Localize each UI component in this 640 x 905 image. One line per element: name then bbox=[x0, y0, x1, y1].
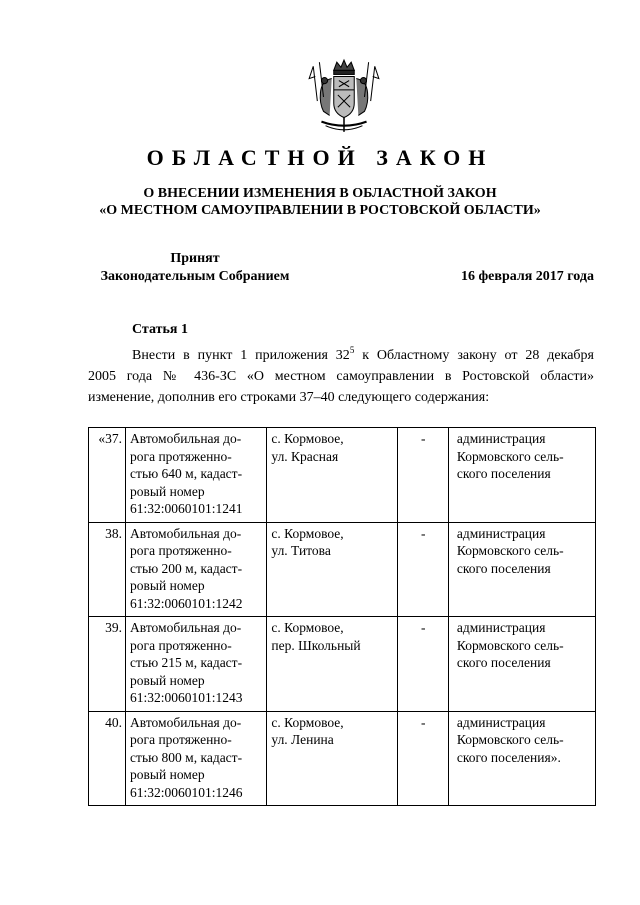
object-description-line: Автомобильная до- bbox=[130, 620, 242, 635]
owner-organization-line: Кормовского сель- bbox=[456, 732, 564, 747]
owner-organization-line: Кормовского сель- bbox=[456, 637, 564, 653]
document-subtitle-line2: «О МЕСТНОМ САМОУПРАВЛЕНИИ В РОСТОВСКОЙ ОБЛАСТИ» bbox=[99, 203, 541, 218]
article-heading: Статья 1 bbox=[132, 322, 188, 337]
owner-organization-line: администрация bbox=[456, 525, 546, 541]
object-description-line: Автомобильная до- bbox=[130, 431, 242, 446]
empty-value: - bbox=[397, 711, 448, 806]
object-description-line: рога протяженно- bbox=[130, 543, 232, 558]
object-location-line: пер. Школьный bbox=[271, 637, 361, 653]
coat-of-arms-icon bbox=[303, 56, 385, 138]
object-location bbox=[267, 522, 397, 617]
object-location-line: ул. Титова bbox=[271, 543, 331, 558]
owner-organization-line: Кормовского сель- bbox=[456, 448, 564, 464]
owner-organization-line: ского поселения bbox=[456, 560, 551, 576]
row-number: 39. bbox=[89, 617, 126, 712]
owner-organization bbox=[448, 428, 595, 523]
paragraph-text: Внести в пункт 1 приложения 32 bbox=[132, 348, 350, 363]
object-description-line: ровый номер bbox=[130, 578, 205, 593]
document-subtitle-line1: О ВНЕСЕНИИ ИЗМЕНЕНИЯ В ОБЛАСТНОЙ ЗАКОН bbox=[143, 186, 497, 201]
owner-organization-line: ского поселения». bbox=[456, 749, 561, 765]
empty-value: - bbox=[397, 428, 448, 523]
adopted-label: Принят bbox=[170, 251, 220, 266]
row-number: 38. bbox=[89, 522, 126, 617]
owner-organization bbox=[448, 522, 595, 617]
object-location-line: с. Кормовое, bbox=[271, 525, 344, 541]
object-description-line: стью 800 м, кадаст- bbox=[130, 749, 243, 765]
object-description-line: Автомобильная до- bbox=[130, 525, 242, 541]
object-description-line: ровый номер bbox=[130, 672, 205, 688]
owner-organization-line: администрация bbox=[456, 620, 546, 635]
roads-table bbox=[88, 427, 596, 806]
object-description-line: ровый номер bbox=[130, 767, 205, 782]
object-description-line: стью 200 м, кадаст- bbox=[130, 560, 243, 576]
row-number: 40. bbox=[89, 711, 126, 806]
owner-organization-line: администрация bbox=[456, 714, 546, 730]
object-location-line: с. Кормовое, bbox=[271, 431, 344, 446]
object-description-line: ровый номер bbox=[130, 483, 205, 499]
row-number: «37. bbox=[89, 428, 126, 523]
object-description-line: рога протяженно- bbox=[130, 448, 232, 464]
object-description-line: 61:32:0060101:1246 bbox=[130, 784, 243, 800]
article-paragraph bbox=[88, 345, 594, 408]
object-location bbox=[267, 711, 397, 806]
paragraph-line2: 2005 года № 436-ЗС «О местном самоуправлении в Ростовской области» bbox=[88, 369, 594, 384]
object-description bbox=[126, 522, 267, 617]
superscript: 5 bbox=[349, 345, 355, 355]
object-location-line: с. Кормовое, bbox=[271, 620, 344, 635]
object-description-line: Автомобильная до- bbox=[130, 714, 242, 730]
object-description-line: 61:32:0060101:1242 bbox=[130, 595, 243, 611]
paragraph-line3: изменение, дополнив его строками 37–40 следующего содержания: bbox=[88, 390, 490, 405]
table-row bbox=[89, 522, 596, 617]
object-description bbox=[126, 617, 267, 712]
document-title: ОБЛАСТНОЙ ЗАКОН bbox=[146, 145, 494, 170]
object-location-line: ул. Ленина bbox=[271, 732, 334, 747]
table-row bbox=[89, 711, 596, 806]
empty-value: - bbox=[397, 617, 448, 712]
object-description-line: стью 215 м, кадаст- bbox=[130, 655, 243, 670]
object-description-line: рога протяженно- bbox=[130, 637, 232, 653]
adopted-by: Законодательным Собранием bbox=[100, 269, 290, 284]
paragraph-line1 bbox=[88, 345, 594, 366]
owner-organization-line: Кормовского сель- bbox=[456, 543, 564, 558]
object-description-line: 61:32:0060101:1241 bbox=[130, 501, 243, 516]
object-description-line: рога протяженно- bbox=[130, 732, 232, 747]
object-description bbox=[126, 428, 267, 523]
object-description-line: стью 640 м, кадаст- bbox=[130, 466, 243, 481]
object-description-line: 61:32:0060101:1243 bbox=[130, 690, 243, 705]
object-description bbox=[126, 711, 267, 806]
object-location-line: с. Кормовое, bbox=[271, 714, 344, 730]
table-row bbox=[89, 617, 596, 712]
owner-organization-line: администрация bbox=[456, 431, 546, 446]
owner-organization bbox=[448, 711, 595, 806]
adoption-date: 16 февраля 2017 года bbox=[461, 269, 594, 284]
object-location-line: ул. Красная bbox=[271, 448, 339, 464]
owner-organization-line: ского поселения bbox=[456, 466, 551, 481]
object-location bbox=[267, 428, 397, 523]
paragraph-text: к Областному закону от 28 декабря bbox=[354, 348, 594, 363]
owner-organization-line: ского поселения bbox=[456, 655, 551, 670]
empty-value: - bbox=[397, 522, 448, 617]
table-row bbox=[89, 428, 596, 523]
adoption-block bbox=[90, 250, 300, 286]
owner-organization bbox=[448, 617, 595, 712]
object-location bbox=[267, 617, 397, 712]
